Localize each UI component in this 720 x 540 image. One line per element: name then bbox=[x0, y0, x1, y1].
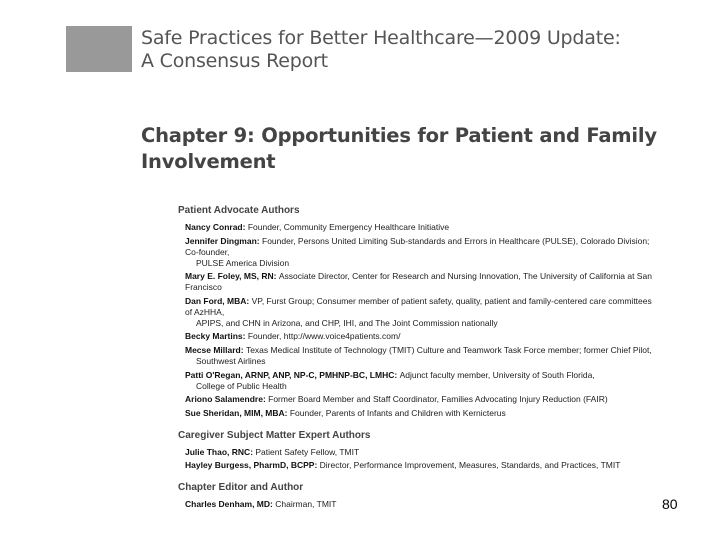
author-name: Mecse Millard : bbox=[185, 345, 246, 355]
author-name: Nancy Conrad : bbox=[185, 222, 248, 232]
section-heading-caregiver-authors: Caregiver Subject Matter Expert Authors bbox=[178, 429, 371, 441]
author-name: Ariono Salamendre : bbox=[185, 394, 268, 404]
author-entry bbox=[185, 394, 658, 405]
chapter-title-line-2: Involvement bbox=[141, 150, 276, 173]
author-entry bbox=[185, 447, 658, 458]
author-description-continued: APIPS, and CHN in Arizona, and CHP, IHI, and The Joint Commission nationally bbox=[196, 317, 498, 328]
page-number: 80 bbox=[662, 496, 678, 512]
author-entry bbox=[185, 236, 658, 269]
author-description: Founder, Community Emergency Healthcare Initiative bbox=[247, 222, 450, 232]
author-name: Patti O'Regan, ARNP, ANP, NP-C, PMHNP-BC, LMHC : bbox=[185, 370, 400, 380]
report-title-line-2: A Consensus Report bbox=[141, 50, 328, 72]
author-entry bbox=[185, 370, 658, 392]
author-description: Founder, http://www.voice4patients.com/ bbox=[247, 331, 401, 342]
author-description: Associate Director, Center for Research and Nursing Innovation, The University of California at San Francisco bbox=[185, 271, 652, 293]
author-name: Hayley Burgess, PharmD, BCPP : bbox=[185, 460, 320, 470]
author-name: Mary E. Foley, MS, RN : bbox=[185, 271, 279, 281]
author-description: VP, Furst Group; Consumer member of patient safety, quality, patient and family-centered care committees of AzHHA, bbox=[185, 295, 652, 317]
report-title-line-1: Safe Practices for Better Healthcare—2009 Update: bbox=[141, 27, 621, 49]
author-entry bbox=[185, 296, 658, 329]
author-entry bbox=[185, 331, 658, 342]
section-heading-chapter-editor: Chapter Editor and Author bbox=[178, 482, 304, 494]
author-description-continued: College of Public Health bbox=[196, 380, 287, 391]
author-name: Becky Martins : bbox=[185, 331, 248, 341]
author-name: Sue Sheridan, MIM, MBA : bbox=[185, 408, 290, 418]
author-description: Founder, Persons United Limiting Sub-standards and Errors in Healthcare (PULSE), Colorado Division; Co-founder, bbox=[185, 235, 650, 257]
author-entry bbox=[185, 345, 658, 367]
section-heading-patient-advocate-authors: Patient Advocate Authors bbox=[178, 205, 300, 216]
author-entry bbox=[185, 460, 658, 471]
author-description: Adjunct faculty member, University of South Florida, bbox=[399, 369, 595, 380]
author-description: Chairman, TMIT bbox=[275, 499, 337, 510]
chapter-title bbox=[141, 123, 701, 175]
chapter-title-line-1: Chapter 9: Opportunities for Patient and Family bbox=[141, 124, 657, 147]
author-name: Jennifer Dingman : bbox=[185, 236, 262, 246]
author-name: Charles Denham, MD : bbox=[185, 499, 275, 509]
title-block-graphic bbox=[66, 26, 132, 72]
author-description: Former Board Member and Staff Coordinator, Families Advocating Injury Reduction (FAIR) bbox=[268, 394, 608, 405]
author-list bbox=[178, 204, 658, 513]
author-entry bbox=[185, 222, 658, 233]
author-entry bbox=[185, 408, 658, 419]
author-list-caregivers bbox=[185, 447, 658, 472]
author-description: Founder, Parents of Infants and Children with Kernicterus bbox=[289, 407, 506, 418]
report-title bbox=[141, 27, 701, 73]
author-description-continued: PULSE America Division bbox=[196, 257, 290, 268]
author-entry bbox=[185, 499, 658, 510]
author-name: Julie Thao, RNC : bbox=[185, 447, 255, 457]
author-description: Director, Performance Improvement, Measures, Standards, and Practices, TMIT bbox=[319, 460, 621, 471]
author-description-continued: Southwest Airlines bbox=[196, 355, 266, 366]
author-name: Dan Ford, MBA : bbox=[185, 296, 252, 306]
author-entry bbox=[185, 271, 658, 293]
author-list-editor bbox=[185, 499, 658, 510]
author-list-patient-advocates bbox=[185, 222, 658, 419]
author-description: Texas Medical Institute of Technology (TMIT) Culture and Teamwork Task Force member; former Chief Pilot, bbox=[245, 344, 652, 355]
author-description: Patient Safety Fellow, TMIT bbox=[255, 446, 360, 457]
